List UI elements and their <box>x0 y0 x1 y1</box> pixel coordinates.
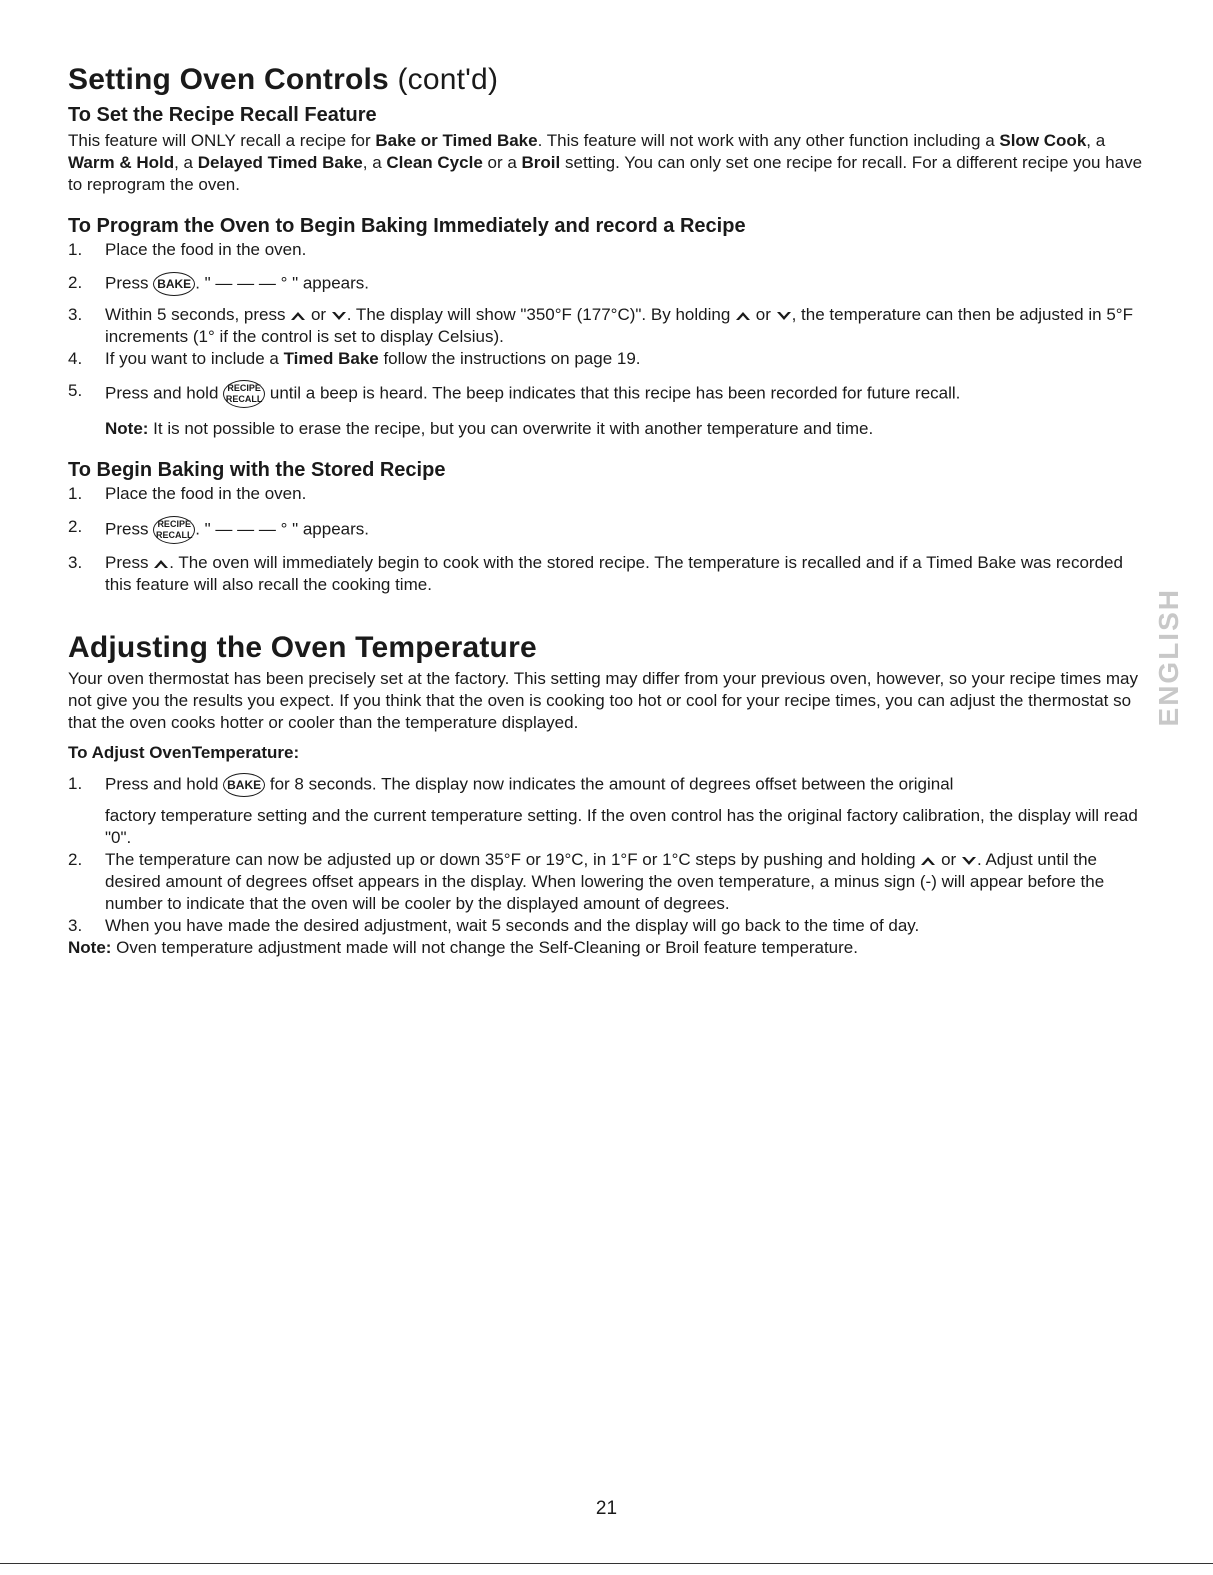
up-arrow-icon <box>735 311 751 321</box>
page-content <box>68 62 1148 959</box>
up-arrow-icon <box>153 559 169 569</box>
list-item: 2. Press RECIPE RECALL . " — — — ° " appears. <box>68 516 1148 544</box>
recipe-recall-button-icon: RECIPE RECALL <box>153 516 195 544</box>
adjust-intro: Your oven thermostat has been precisely set at the factory. This setting may differ from your previous oven, however, so your recipe times may not give you the results you expect. If you think that the oven is cooking too hot or cool for your recipe times, you can adjust the thermostat so that the oven cooks hotter or cooler than the temperature displayed. <box>68 669 1138 732</box>
list-item: 3. When you have made the desired adjustment, wait 5 seconds and the display will go back to the time of day. <box>68 916 920 935</box>
stored-steps <box>68 483 1148 596</box>
list-item: factory temperature setting and the current temperature setting. If the oven control has the original factory calibration, the display will read "0". <box>105 806 1138 847</box>
list-item: 2. Press BAKE . " — — — ° " appears. <box>68 272 1148 296</box>
adjust-steps <box>68 773 1148 937</box>
recipe-recall-text: This feature will ONLY recall a recipe for Bake or Timed Bake. This feature will not work with any other function including a Slow Cook, a Warm & Hold, a Delayed Timed Bake, a Clean Cycle or a Broil setting. You can only set one recipe for recall. For a different recipe you have to reprogram the oven. <box>68 131 1143 194</box>
bottom-rule <box>0 1563 1213 1564</box>
up-arrow-icon <box>290 311 306 321</box>
page-title: Setting Oven Controls (cont'd) <box>68 63 499 96</box>
list-item: 1. Place the food in the oven. <box>68 484 307 503</box>
program-note: Note: It is not possible to erase the recipe, but you can overwrite it with another temperature and time. <box>105 419 874 438</box>
list-item: 4. If you want to include a Timed Bake follow the instructions on page 19. <box>68 349 641 368</box>
down-arrow-icon <box>776 311 792 321</box>
program-heading: To Program the Oven to Begin Baking Immediately and record a Recipe <box>68 215 746 237</box>
list-item: 3. Press . The oven will immediately begin to cook with the stored recipe. The temperature is recalled and if a Timed Bake was recorded this feature will also recall the cooking time. <box>68 553 1123 594</box>
down-arrow-icon <box>331 311 347 321</box>
language-tab: ENGLISH <box>1153 588 1184 727</box>
adjust-note: Note: Oven temperature adjustment made will not change the Self-Cleaning or Broil feature temperature. <box>68 938 858 957</box>
program-steps <box>68 239 1148 408</box>
list-item: 2. The temperature can now be adjusted up or down 35°F or 19°C, in 1°F or 1°C steps by pushing and holding or . Adjust until the desired amount of degrees offset appears in the display. When lowering the oven temperature, a minus sign (-) will appear before the number to indicate that the oven will be cooler by the displayed amount of degrees. <box>68 850 1105 913</box>
page-number: 21 <box>595 1498 618 1519</box>
down-arrow-icon <box>961 856 977 866</box>
adjust-subheading: To Adjust OvenTemperature: <box>68 743 300 762</box>
recipe-recall-heading: To Set the Recipe Recall Feature <box>68 104 377 126</box>
stored-heading: To Begin Baking with the Stored Recipe <box>68 459 446 481</box>
list-item: 3. Within 5 seconds, press or . The display will show "350°F (177°C)". By holding or , the temperature can then be adjusted in 5°F increments (1° if the control is set to display Celsius). <box>68 305 1133 346</box>
recipe-recall-button-icon: RECIPE RECALL <box>223 380 265 408</box>
list-item: 1. Press and hold BAKE for 8 seconds. The display now indicates the amount of degrees offset between the original <box>68 773 1148 797</box>
list-item: 1. Place the food in the oven. <box>68 240 307 259</box>
bake-button-icon: BAKE <box>153 272 195 296</box>
list-item: 5. Press and hold RECIPE RECALL until a beep is heard. The beep indicates that this recipe has been recorded for future recall. <box>68 380 1148 408</box>
up-arrow-icon <box>920 856 936 866</box>
bake-button-icon: BAKE <box>223 773 265 797</box>
adjust-title: Adjusting the Oven Temperature <box>68 631 537 664</box>
